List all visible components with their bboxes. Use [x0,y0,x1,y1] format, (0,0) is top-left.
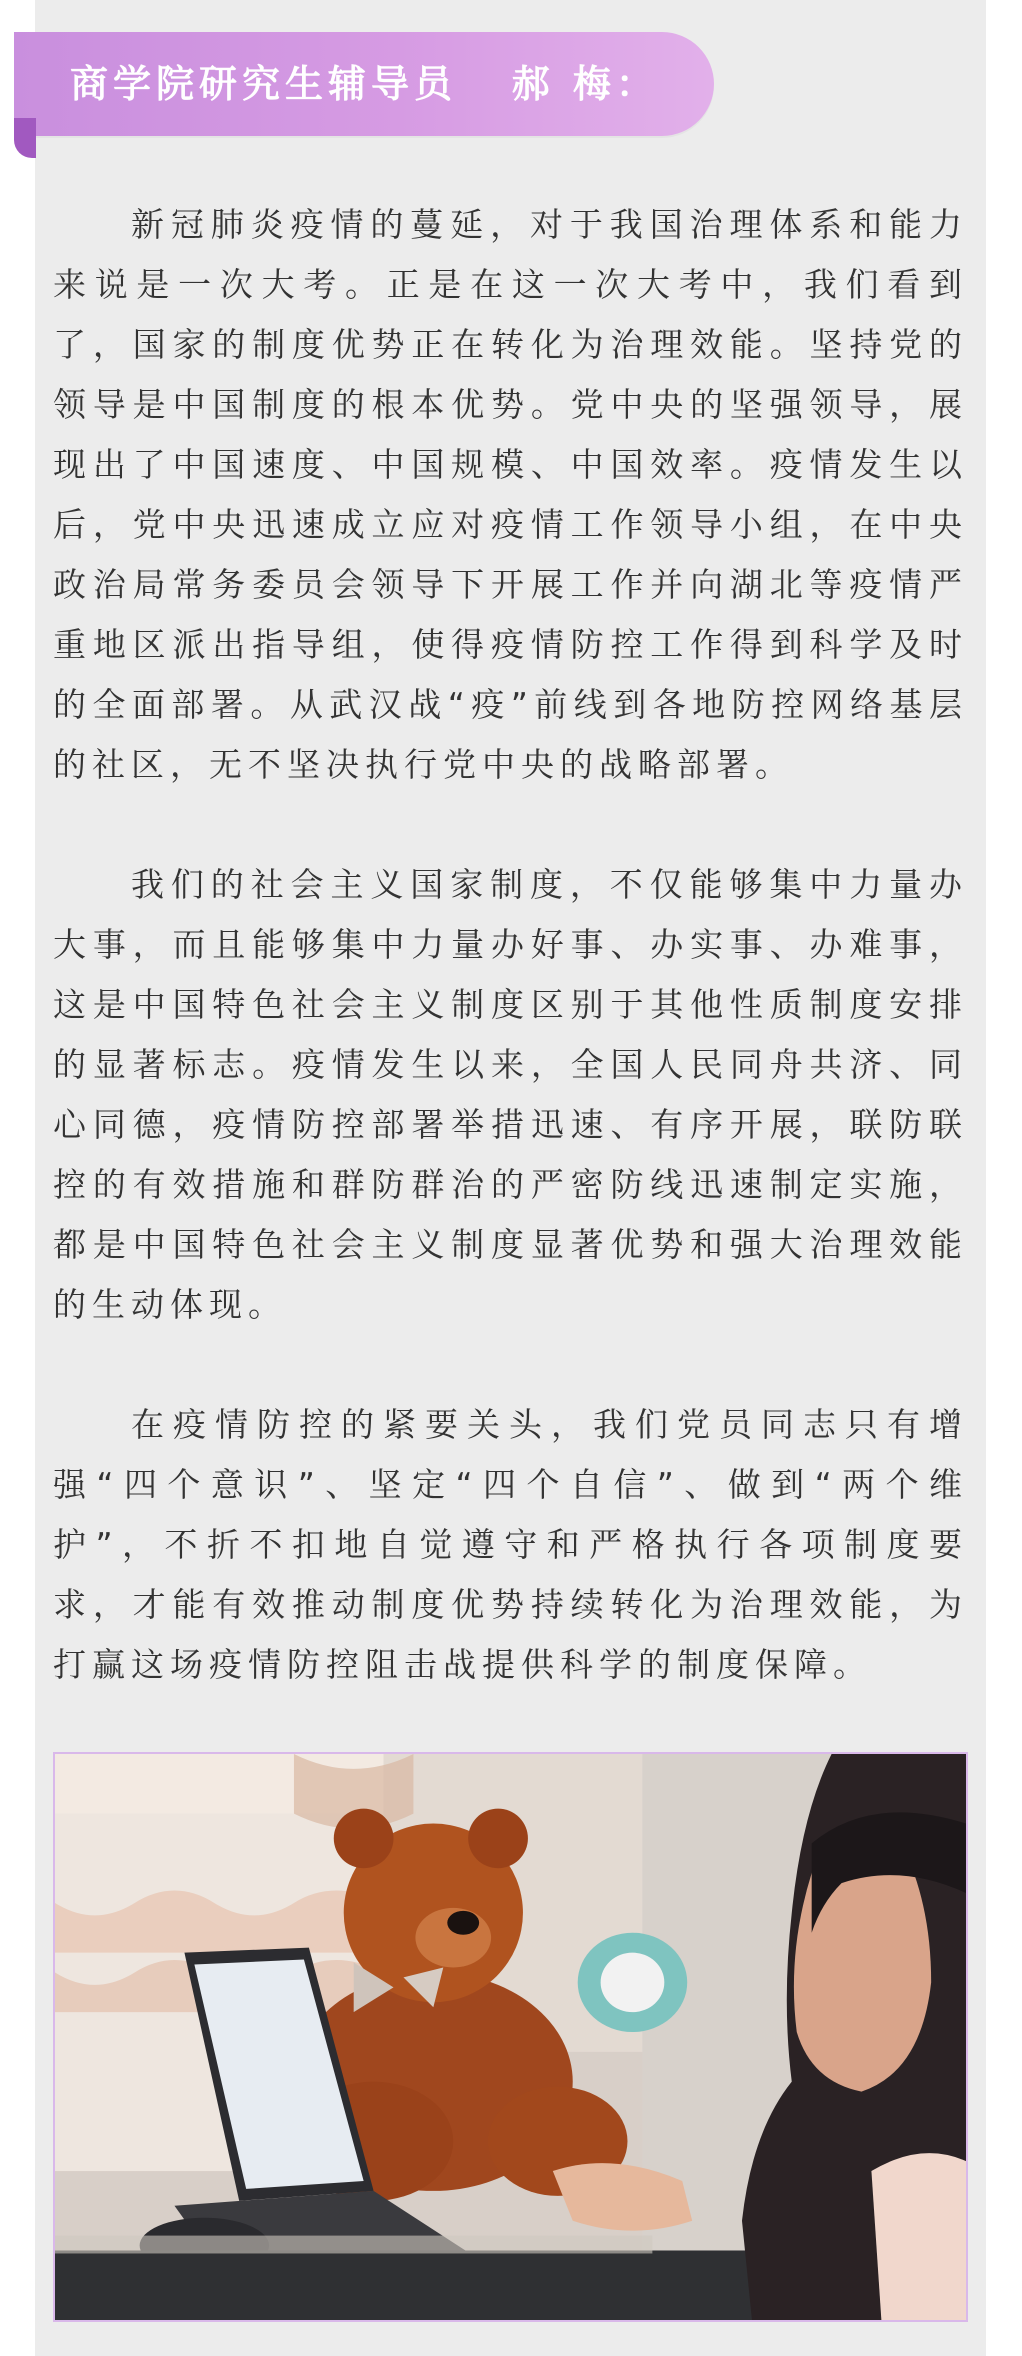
article-paragraph-3 [53,1395,968,1695]
title-badge-fold [14,118,36,158]
paragraph-text: 我们的社会主义国家制度，不仅能够集中力量办大事，而且能够集中力量办好事、办实事、办难事，这是中国特色社会主义制度区别于其他性质制度安排的显著标志。疫情发生以来，全国人民同舟共济、同心同德，疫情防控部署举措迅速、有序开展，联防联控的有效措施和群防群治的严密防线迅速制定实施，都是中国特色社会主义制度显著优势和强大治理效能的生动体现。 [53,865,968,1324]
article-photo [53,1752,968,2322]
photo-illustration [55,1754,966,2320]
article-paragraph-1 [53,195,968,795]
author-title: 商学院研究生辅导员 郝 梅： [70,62,659,106]
article-paragraph-2 [53,855,968,1335]
paragraph-text: 新冠肺炎疫情的蔓延，对于我国治理体系和能力来说是一次大考。正是在这一次大考中，我们看到了，国家的制度优势正在转化为治理效能。坚持党的领导是中国制度的根本优势。党中央的坚强领导，展现出了中国速度、中国规模、中国效率。疫情发生以后，党中央迅速成立应对疫情工作领导小组，在中央政治局常务委员会领导下开展工作并向湖北等疫情严重地区派出指导组，使得疫情防控工作得到科学及时的全面部署。从武汉战“疫”前线到各地防控网络基层的社区，无不坚决执行党中央的战略部署。 [53,205,968,784]
paragraph-text: 在疫情防控的紧要关头，我们党员同志只有增强“四个意识”、坚定“四个自信”、做到“两个维护”，不折不扣地自觉遵守和严格执行各项制度要求，才能有效推动制度优势持续转化为治理效能，为打赢这场疫情防控阻击战提供科学的制度保障。 [53,1405,968,1684]
